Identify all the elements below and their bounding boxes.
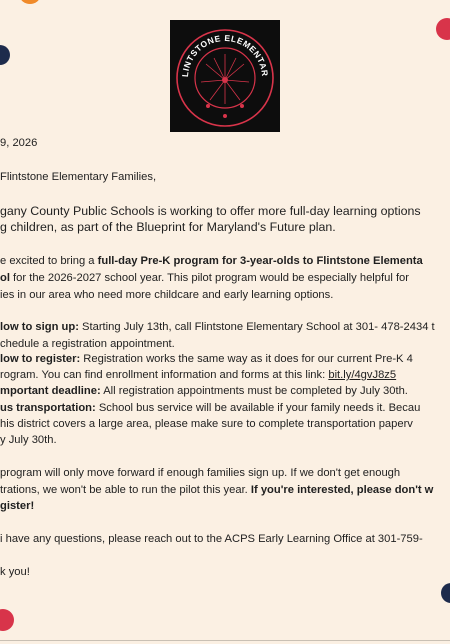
questions-line: i have any questions, please reach out to the ACPS Early Learning Office at 301-759- xyxy=(0,533,423,545)
decor-dot-navy-bottom xyxy=(441,583,450,603)
closing-line: k you! xyxy=(0,566,30,578)
announce-line-2: ol for the 2026-2027 school year. This pilot program would be especially helpful for xyxy=(0,272,409,284)
signup-item: low to sign up: Starting July 13th, call Flintstone Elementary School at 301- 478-2434 t xyxy=(0,321,435,333)
signup-item-cont: chedule a registration appointment. xyxy=(0,338,175,350)
deadline-item: mportant deadline: All registration appointments must be completed by July 30th. xyxy=(0,385,408,397)
bus-item-cont: his district covers a large area, please make sure to complete transportation paperv xyxy=(0,418,413,430)
decor-dot-navy xyxy=(0,45,10,65)
intro-line-2: g children, as part of the Blueprint for Maryland's Future plan. xyxy=(0,220,336,234)
letter-greeting: Flintstone Elementary Families, xyxy=(0,171,157,183)
decor-dot-red-bottom xyxy=(0,609,14,631)
bus-item: us transportation: School bus service will be available if your family needs it. Becau xyxy=(0,402,421,414)
bus-item-cont-2: y July 30th. xyxy=(0,434,57,446)
enrollment-link[interactable]: bit.ly/4gvJ8z5 xyxy=(328,369,397,381)
bottom-divider xyxy=(0,640,450,641)
note-line-1: program will only move forward if enough families sign up. If we don't get enough xyxy=(0,467,401,479)
announce-line-1: e excited to bring a full-day Pre-K program for 3-year-olds to Flintstone Elementa xyxy=(0,255,423,267)
register-item: low to register: Registration works the same way as it does for our current Pre-K 4 xyxy=(0,353,413,365)
intro-line-1: gany County Public Schools is working to offer more full-day learning options xyxy=(0,204,421,218)
register-item-cont: rogram. You can find enrollment information and forms at this link: bit.ly/4gvJ8z5 xyxy=(0,369,397,381)
note-line-2: trations, we won't be able to run the pilot this year. If you're interested, please don't w xyxy=(0,484,434,496)
announce-line-3: ies in our area who need more childcare and early learning options. xyxy=(0,289,334,301)
decor-dot-orange xyxy=(20,0,40,4)
school-logo xyxy=(170,20,280,132)
letter-date: 9, 2026 xyxy=(0,137,38,149)
svg-text:FLINTSTONE ELEMENTARY: LINTSTONE ELEMENTAR xyxy=(179,32,271,78)
decor-dot-red xyxy=(436,18,450,40)
note-line-3: gister! xyxy=(0,500,35,512)
